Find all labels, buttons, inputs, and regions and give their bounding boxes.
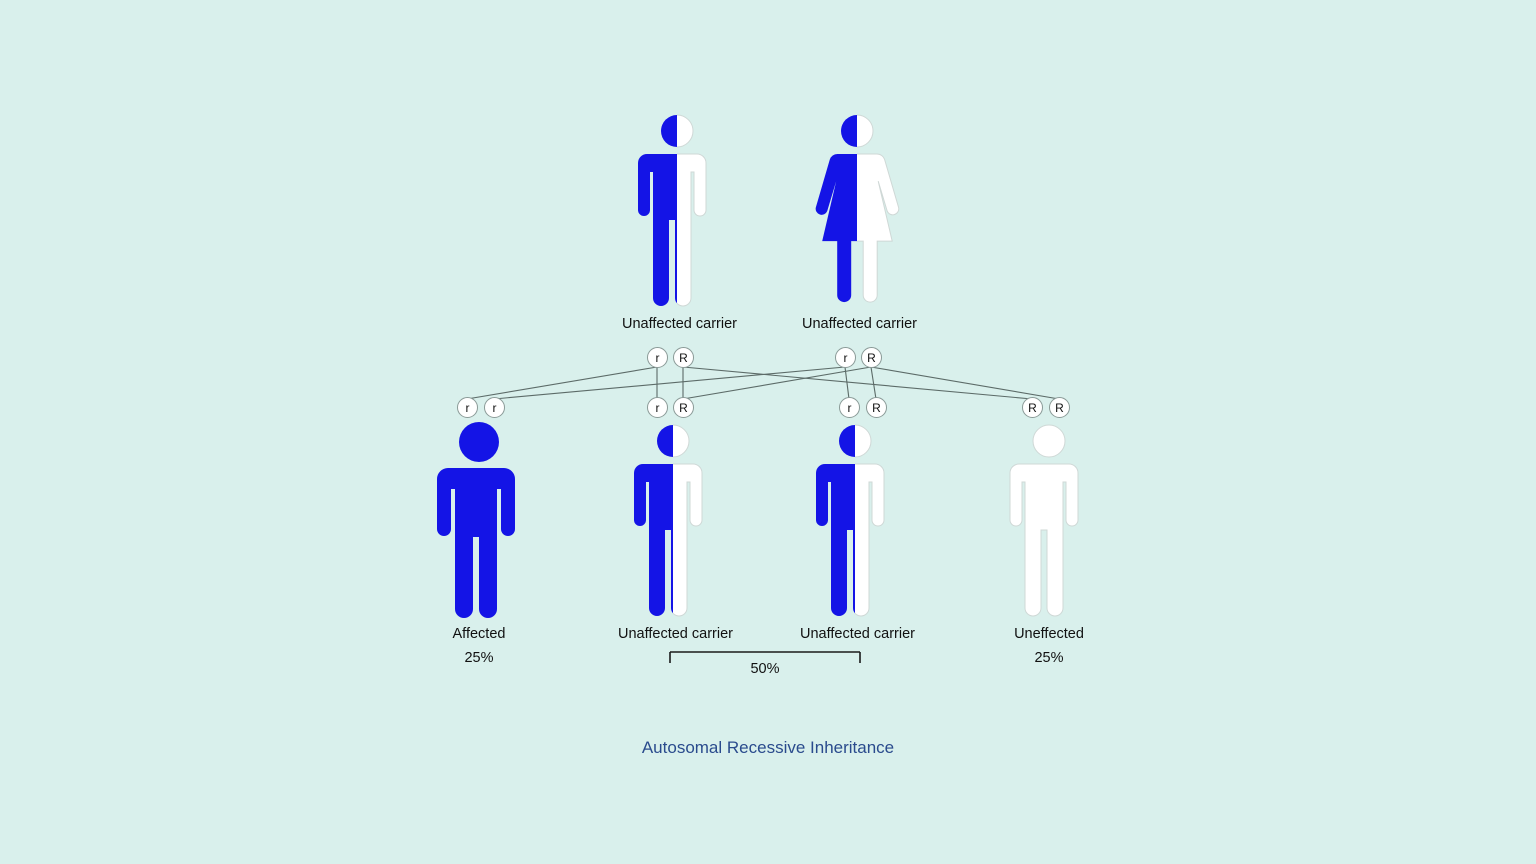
allele-child-3-left: r [839, 397, 860, 418]
child-affected [424, 422, 534, 666]
allele-child-4-left: R [1022, 397, 1043, 418]
allele-child-1-left: r [457, 397, 478, 418]
allele-child-4-right: R [1049, 397, 1070, 418]
child-carrier-2 [800, 422, 915, 642]
parent-father [622, 112, 737, 332]
child-carrier-1 [618, 422, 733, 642]
female-figure-half-filled [812, 112, 902, 312]
parent-father-label: Unaffected carrier [622, 316, 737, 332]
male-figure-unfilled [1004, 422, 1094, 622]
child-unaffected [994, 422, 1104, 666]
male-figure-fully-filled [424, 422, 534, 622]
child-1-percent: 25% [464, 650, 494, 666]
allele-child-1-right: r [484, 397, 505, 418]
allele-father-right: R [673, 347, 694, 368]
allele-father-left: r [647, 347, 668, 368]
allele-mother-left: r [835, 347, 856, 368]
allele-mother-right: R [861, 347, 882, 368]
child-2-label: Unaffected carrier [618, 626, 733, 642]
allele-child-2-right: R [673, 397, 694, 418]
allele-child-2-left: r [647, 397, 668, 418]
parent-mother-label: Unaffected carrier [802, 316, 917, 332]
male-figure-half-filled [632, 112, 722, 312]
female-figure-half-filled [810, 422, 900, 622]
male-figure-half-filled [628, 422, 718, 622]
child-1-label: Affected [452, 626, 506, 642]
allele-child-3-right: R [866, 397, 887, 418]
parent-mother [802, 112, 917, 332]
fifty-percent-label: 50% [750, 661, 780, 677]
child-4-label: Uneffected [1014, 626, 1084, 642]
child-3-label: Unaffected carrier [800, 626, 915, 642]
child-4-percent: 25% [1034, 650, 1064, 666]
diagram-title: Autosomal Recessive Inheritance [641, 738, 895, 757]
